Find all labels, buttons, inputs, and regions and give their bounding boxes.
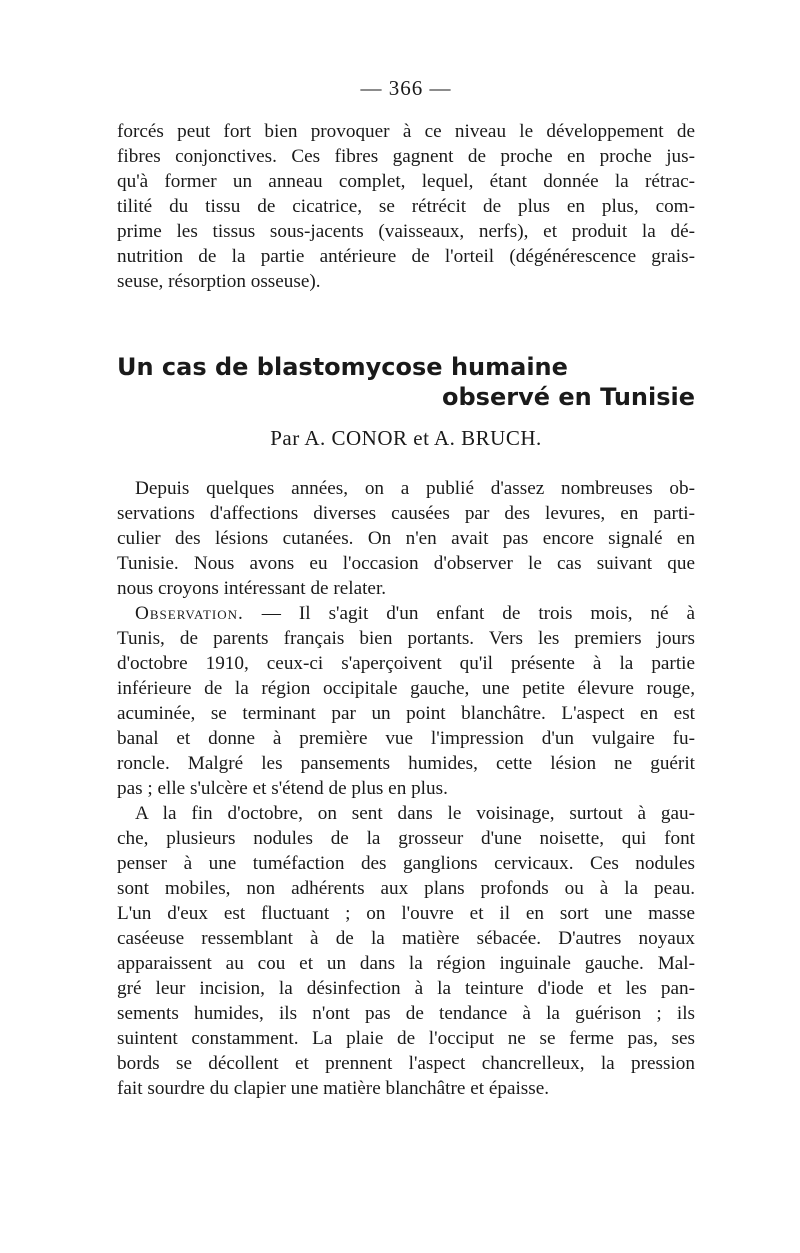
observation-first-line-text: — Il s'agit d'un enfant de trois mois, né à xyxy=(243,603,695,624)
text-line: sements humides, ils n'ont pas de tendance à la guérison ; ils xyxy=(117,1003,695,1024)
text-line: servations d'affections diverses causées par des levures, en parti- xyxy=(117,503,695,524)
text-line: banal et donne à première vue l'impression d'un vulgaire fu- xyxy=(117,728,695,749)
article-body xyxy=(117,476,695,1101)
text-line: inférieure de la région occipitale gauche, une petite élevure rouge, xyxy=(117,678,695,699)
text-line: penser à une tuméfaction des ganglions cervicaux. Ces nodules xyxy=(117,853,695,874)
text-line: nous croyons intéressant de relater. xyxy=(117,578,387,599)
observation-label: Observation. xyxy=(135,603,244,624)
text-line: suintent constamment. La plaie de l'occiput ne se ferme pas, ses xyxy=(117,1028,695,1049)
text-line: Tunisie. Nous avons eu l'occasion d'observer le cas suivant que xyxy=(117,553,695,574)
text-line: seuse, résorption osseuse). xyxy=(117,271,321,292)
text-line: Tunis, de parents français bien portants. Vers les premiers jours xyxy=(117,628,695,649)
article-title-line-2: observé en Tunisie xyxy=(442,383,695,411)
text-line: fait sourdre du clapier une matière blanchâtre et épaisse. xyxy=(117,1078,550,1099)
text-line: culier des lésions cutanées. On n'en avait pas encore signalé en xyxy=(117,528,695,549)
text-line: qu'à former un anneau complet, lequel, étant donnée la rétrac- xyxy=(117,171,695,192)
text-line: caséeuse ressemblant à de la matière sébacée. D'autres noyaux xyxy=(117,928,695,949)
article-title-line-1: Un cas de blastomycose humaine xyxy=(117,353,568,381)
text-line: sont mobiles, non adhérents aux plans profonds ou à la peau. xyxy=(117,878,695,899)
article-byline: Par A. CONOR et A. BRUCH. xyxy=(270,426,542,450)
text-line: A la fin d'octobre, on sent dans le voisinage, surtout à gau- xyxy=(135,803,695,824)
text-line: bords se décollent et prennent l'aspect chancrelleux, la pression xyxy=(117,1053,695,1074)
text-line: Depuis quelques années, on a publié d'assez nombreuses ob- xyxy=(135,478,695,499)
text-line: pas ; elle s'ulcère et s'étend de plus en plus. xyxy=(117,778,448,799)
text-line: apparaissent au cou et un dans la région inguinale gauche. Mal- xyxy=(117,953,695,974)
text-line: d'octobre 1910, ceux-ci s'aperçoivent qu'il présente à la partie xyxy=(117,653,695,674)
text-line: fibres conjonctives. Ces fibres gagnent de proche en proche jus- xyxy=(117,146,695,167)
continuation-paragraph xyxy=(117,119,695,294)
text-line: prime les tissus sous-jacents (vaisseaux, nerfs), et produit la dé- xyxy=(117,221,695,242)
text-line: tilité du tissu de cicatrice, se rétrécit de plus en plus, com- xyxy=(117,196,695,217)
text-line: L'un d'eux est fluctuant ; on l'ouvre et il en sort une masse xyxy=(117,903,695,924)
text-line: che, plusieurs nodules de la grosseur d'une noisette, qui font xyxy=(117,828,695,849)
text-line: gré leur incision, la désinfection à la teinture d'iode et les pan- xyxy=(117,978,695,999)
text-line: forcés peut fort bien provoquer à ce niveau le développement de xyxy=(117,121,695,142)
observation-first-line xyxy=(117,601,695,626)
page-number: — 366 — xyxy=(360,76,452,100)
text-line: nutrition de la partie antérieure de l'orteil (dégénérescence grais- xyxy=(117,246,695,267)
text-line: roncle. Malgré les pansements humides, cette lésion ne guérit xyxy=(117,753,695,774)
text-line: acuminée, se terminant par un point blanchâtre. L'aspect en est xyxy=(117,703,695,724)
